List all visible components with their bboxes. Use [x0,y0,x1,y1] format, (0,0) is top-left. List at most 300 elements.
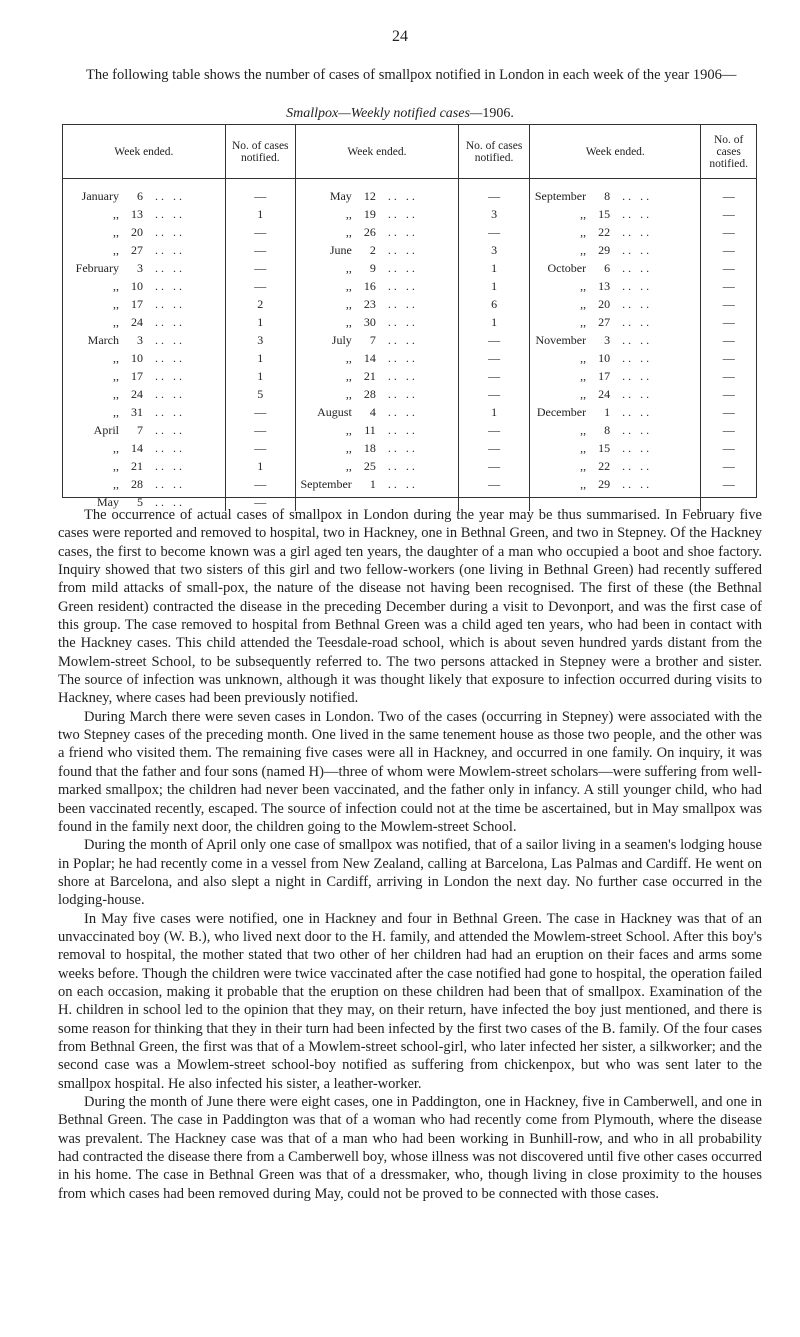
week-ended-cell [295,223,458,241]
leader-dots: .. .. [155,386,185,401]
week-ended-cell [530,205,701,223]
week-ended-cell [295,331,458,349]
week-day: 17 [131,368,143,383]
table-row [63,187,756,205]
body-text [58,506,762,1203]
week-day: 24 [131,386,143,401]
leader-dots: .. .. [155,458,185,473]
leader-dots: .. .. [387,278,418,293]
leader-dots: .. .. [622,242,653,257]
leader-dots: .. .. [622,332,653,347]
leader-dots: .. .. [622,368,653,383]
week-day: 29 [598,242,611,257]
cases-notified-cell: — [722,440,735,455]
week-date [63,351,225,366]
leader-dots: .. .. [155,494,185,509]
table-row [63,313,756,331]
week-month: ,, [345,296,352,311]
cases-notified-cell: — [722,350,735,365]
week-date [530,477,700,492]
week-date [296,189,458,204]
week-ended-cell [63,223,225,241]
week-month: ,, [113,224,119,239]
table-caption [0,106,800,122]
spacer-cell [530,179,701,188]
week-ended-cell [295,421,458,439]
week-month: ,, [345,260,352,275]
week-date [63,423,225,438]
week-date [296,423,458,438]
week-month: ,, [113,404,119,419]
cases-notified-cell: — [722,224,735,239]
caption-title: Smallpox—Weekly notified cases— [286,106,483,121]
week-ended-cell [530,295,701,313]
spacer-cell [225,179,295,188]
week-date [296,315,458,330]
week-day: 3 [604,332,611,347]
week-ended-cell [295,349,458,367]
week-month: ,, [345,458,352,473]
week-ended-cell [295,457,458,475]
week-ended-cell [63,367,225,385]
week-ended-cell [530,259,701,277]
week-month: ,, [345,440,352,455]
cases-notified-cell: — [459,385,530,403]
week-day: 24 [598,386,611,401]
cases-notified-cell: — [722,278,735,293]
week-date [296,225,458,240]
week-month: ,, [345,224,352,239]
leader-dots: .. .. [387,458,418,473]
week-day: 1 [604,404,611,419]
week-date [296,477,458,492]
page-number: 24 [392,28,408,45]
leader-dots: .. .. [155,440,185,455]
week-day: 1 [369,476,376,491]
week-day: 27 [131,242,143,257]
week-month: ,, [580,422,587,437]
leader-dots: .. .. [387,332,418,347]
week-date [530,207,700,222]
cases-notified-cell: — [459,367,530,385]
week-day: 22 [598,224,611,239]
week-date [63,477,225,492]
cases-notified-cell: — [722,206,735,221]
week-day: 21 [131,458,143,473]
week-day: 21 [363,368,376,383]
table-row [63,457,756,475]
cases-notified-cell: — [722,296,735,311]
week-date [63,225,225,240]
week-ended-cell [530,367,701,385]
cases-notified-cell: — [225,493,295,511]
week-month: ,, [580,368,587,383]
week-ended-cell [530,223,701,241]
week-date [296,387,458,402]
spacer-cell [295,179,458,188]
week-ended-cell [295,367,458,385]
leader-dots: .. .. [155,188,185,203]
week-month: June [329,242,352,257]
week-date [530,189,700,204]
leader-dots: .. .. [155,332,185,347]
week-day: 14 [363,350,376,365]
cases-notified-cell: 1 [225,349,295,367]
week-month: ,, [580,224,587,239]
week-day: 30 [363,314,376,329]
week-month: December [536,404,587,419]
leader-dots: .. .. [387,404,418,419]
week-month: February [75,260,119,275]
week-ended-cell [530,475,701,493]
week-date [530,423,700,438]
cases-notified-cell: — [225,475,295,493]
week-date [530,351,700,366]
week-date [530,387,700,402]
week-ended-cell [295,313,458,331]
week-month: ,, [580,458,587,473]
week-month: ,, [345,368,352,383]
week-day: 15 [598,206,611,221]
week-date [530,315,700,330]
week-day: 25 [363,458,376,473]
leader-dots: .. .. [622,188,653,203]
week-ended-cell [295,403,458,421]
week-day: 6 [604,260,611,275]
week-month: ,, [580,386,587,401]
leader-dots: .. .. [155,242,185,257]
weekly-cases-table [62,124,757,509]
cases-notified-cell: — [225,187,295,205]
cases-notified-cell: — [722,404,735,419]
week-day: 10 [131,278,143,293]
week-date [530,225,700,240]
table-row [63,367,756,385]
week-month: ,, [345,206,352,221]
week-date [63,297,225,312]
week-date [63,333,225,348]
week-ended-cell [530,439,701,457]
leader-dots: .. .. [622,422,653,437]
week-ended-cell [63,295,225,313]
week-day: 20 [598,296,611,311]
cases-notified-cell: — [722,386,735,401]
cases-notified-cell: 3 [459,241,530,259]
week-month: March [87,332,119,347]
table-row [63,277,756,295]
week-ended-cell [295,385,458,403]
leader-dots: .. .. [387,350,418,365]
week-date [296,243,458,258]
week-day: 13 [131,206,143,221]
cases-notified-cell: 6 [459,295,530,313]
week-date [530,279,700,294]
week-ended-cell [63,241,225,259]
week-date [530,333,700,348]
week-day: 22 [598,458,611,473]
leader-dots: .. .. [622,224,653,239]
cases-notified-cell: — [225,403,295,421]
week-day: 3 [137,332,143,347]
week-date [63,459,225,474]
week-ended-cell [63,349,225,367]
week-month: ,, [345,422,352,437]
week-date [530,441,700,456]
week-day: 7 [369,332,376,347]
week-date [296,369,458,384]
week-month: ,, [580,476,587,491]
week-day: 29 [598,476,611,491]
week-ended-cell [530,421,701,439]
week-month: ,, [345,350,352,365]
header-week-ended: Week ended. [530,125,701,179]
cases-notified-cell: — [225,439,295,457]
cases-notified-cell: 1 [459,313,530,331]
week-day: 13 [598,278,611,293]
week-day: 3 [137,260,143,275]
table-row [63,403,756,421]
week-ended-cell [530,349,701,367]
week-ended-cell [63,187,225,205]
table-row [63,385,756,403]
week-date [296,333,458,348]
week-day: 11 [364,422,376,437]
table-row [63,349,756,367]
week-day: 28 [363,386,376,401]
week-month: ,, [345,278,352,293]
leader-dots: .. .. [387,476,418,491]
cases-notified-cell: 3 [459,205,530,223]
week-month: ,, [113,350,119,365]
week-month: ,, [113,296,119,311]
leader-dots: .. .. [387,188,418,203]
week-day: 7 [137,422,143,437]
week-date [296,459,458,474]
week-day: 14 [131,440,143,455]
week-month: ,, [113,206,119,221]
table-body [63,179,756,512]
cases-notified-cell: 1 [225,313,295,331]
table-row [63,241,756,259]
cases-notified-cell: 2 [225,295,295,313]
week-month: July [331,332,352,347]
week-date [296,261,458,276]
leader-dots: .. .. [622,440,653,455]
week-day: 5 [137,494,143,509]
week-date [63,279,225,294]
cases-notified-cell: — [722,188,735,203]
week-day: 10 [131,350,143,365]
week-month: ,, [580,206,587,221]
cases-notified-cell: — [722,422,735,437]
leader-dots: .. .. [622,404,653,419]
week-date [296,297,458,312]
week-day: 31 [131,404,143,419]
week-day: 27 [598,314,611,329]
week-ended-cell [63,277,225,295]
week-month: January [81,188,119,203]
leader-dots: .. .. [387,242,418,257]
body-paragraph: In May five cases were notified, one in Hackney and four in Bethnal Green. The case in Hackney was that of an unvaccinated boy (W. B.), who lived next door to the H. family, and attended the Mowlem-street School. After this boy's removal to hospital, the mother stated that two other of her children had had an eruption on their faces and arms some weeks before. Though the children were twice vaccinated after the case notified had gone to hospital, the operation failed on each occasion, making it probable that the eruption on these children had been that of smallpox. Examination of the H. children in school led to the opinion that they may, on their return, have infected the boy just mentioned, and there is some reason for thinking that they in their turn had been infected by the first two cases of the B. family. Of the four cases from Bethnal Green, the first was that of a Mowlem-street school-girl, who later infected her sister, a silkworker; and the second case was a Mowlem-street school-boy notified as suffering from chickenpox, but who was sent later to the smallpox hospital. He also infected his sister, a leather-worker. [58,910,762,1092]
leader-dots: .. .. [155,296,185,311]
week-day: 10 [598,350,611,365]
week-month: ,, [113,368,119,383]
week-day: 8 [604,188,611,203]
week-ended-cell [63,475,225,493]
week-ended-cell [63,457,225,475]
cases-notified-cell: — [459,349,530,367]
week-ended-cell [63,403,225,421]
week-month: ,, [113,278,119,293]
leader-dots: .. .. [622,458,653,473]
week-day: 8 [604,422,611,437]
cases-notified-cell: — [722,332,735,347]
week-month: November [535,332,587,347]
leader-dots: .. .. [155,476,185,491]
leader-dots: .. .. [155,350,185,365]
leader-dots: .. .. [155,404,185,419]
week-date [530,369,700,384]
cases-notified-cell: 3 [225,331,295,349]
week-month: ,, [113,242,119,257]
week-day: 19 [363,206,376,221]
week-month: May [329,188,352,203]
week-date [296,279,458,294]
cases-notified-cell: 1 [459,259,530,277]
week-day: 9 [369,260,376,275]
cases-notified-cell: — [225,241,295,259]
leader-dots: .. .. [387,206,418,221]
week-date [530,261,700,276]
cases-notified-cell: — [722,314,735,329]
caption-year: 1906. [482,106,514,121]
week-ended-cell [63,259,225,277]
week-day: 17 [598,368,611,383]
leader-dots: .. .. [622,278,653,293]
week-day: 6 [137,188,143,203]
week-month: ,, [580,242,587,257]
week-ended-cell [63,313,225,331]
week-month: May [97,494,119,509]
week-date [63,405,225,420]
leader-dots: .. .. [155,278,185,293]
header-cases-notified: No. of cases notified. [701,125,756,179]
leader-dots: .. .. [155,206,185,221]
cases-notified-cell: — [459,439,530,457]
cases-notified-cell: — [722,368,735,383]
week-date [63,189,225,204]
leader-dots: .. .. [622,260,653,275]
week-date [530,405,700,420]
week-month: ,, [580,278,587,293]
table-row [63,259,756,277]
week-month: ,, [113,314,119,329]
week-date [296,351,458,366]
table-row [63,475,756,493]
intro-text: The following table shows the number of cases of smallpox notified in London in each week of the year 1906— [86,67,737,83]
leader-dots: .. .. [387,296,418,311]
cases-notified-cell: — [722,242,735,257]
leader-dots: .. .. [622,314,653,329]
cases-notified-cell: — [459,331,530,349]
cases-notified-cell: — [225,421,295,439]
week-month: ,, [580,296,587,311]
week-day: 16 [363,278,376,293]
table-row [63,223,756,241]
week-ended-cell [295,241,458,259]
week-ended-cell [63,331,225,349]
week-day: 23 [363,296,376,311]
week-ended-cell [530,241,701,259]
week-day: 28 [131,476,143,491]
week-date [296,441,458,456]
table-row [63,331,756,349]
cases-notified-cell: 1 [225,457,295,475]
week-date [63,243,225,258]
body-paragraph: During March there were seven cases in London. Two of the cases (occurring in Stepney) were associated with the two Stepney cases of the preceding month. One lived in the same tenement house as those two people, and the other was a friend who visited them. The remaining five cases were all in Hackney, and occurred in one family. On inquiry, it was found that the father and four sons (named H)—three of whom were Mowlem-street scholars—were suffering from well-marked smallpox; the children had never been vaccinated, and the father only in infancy. A still younger child, who had been vaccinated recently, escaped. The source of infection could not at the time be ascertained, but in May smallpox was found in the family next door, the children going to the Mowlem-street School. [58,708,762,835]
week-date [63,369,225,384]
week-ended-cell [295,295,458,313]
week-month: ,, [113,386,119,401]
table-header-row [63,125,756,179]
leader-dots: .. .. [387,224,418,239]
week-month: ,, [580,350,587,365]
week-day: 17 [131,296,143,311]
body-paragraph: During the month of June there were eight cases, one in Paddington, one in Hackney, five in Camberwell, and one in Bethnal Green. The case in Paddington was that of a woman who had recently come from Plymouth, where the disease was prevalent. The Hackney case was that of a man who had been working in Bunhill-row, and who in all probability had contracted the disease there from a Camberwell boy, whose illness was not discovered until five other cases occurred in his home. The case in Bethnal Green was that of a dressmaker, who, though living in close proximity to the houses from which cases had been removed during May, could not be proved to be connected with those cases. [58,1094,762,1202]
cases-notified-cell: — [225,277,295,295]
week-date [63,441,225,456]
cases-notified-cell: 1 [225,205,295,223]
week-day: 20 [131,224,143,239]
leader-dots: .. .. [155,368,185,383]
body-paragraph: During the month of April only one case of smallpox was notified, that of a sailor living in a seamen's lodging house in Poplar; he had recently come in a vessel from New Zealand, calling at Barcelona, Las Palmas and Cardiff. He went on shore at Barcelona, and also slept a night in Cardiff, arriving in London the next day. No further case occurred in the lodging-house. [58,837,762,909]
leader-dots: .. .. [155,422,185,437]
week-ended-cell [530,457,701,475]
week-month: August [317,404,352,419]
week-month: ,, [580,314,587,329]
week-ended-cell [295,439,458,457]
cases-notified-cell: 1 [459,277,530,295]
leader-dots: .. .. [387,386,418,401]
week-date [530,243,700,258]
table-row [63,421,756,439]
week-month: April [93,422,119,437]
body-paragraph: The occurrence of actual cases of smallpox in London during the year may be thus summarised. In February five cases were reported and removed to hospital, two in Hackney, one in Bethnal Green, and two in Stepney. Of the Hackney cases, the first to become known was a girl aged ten years, the daughter of a man who occupied a boot and shoe factory. Inquiry showed that two sisters of this girl and two fellow-workers (one living in Bethnal Green) had recently suffered from mild attacks of small-pox, the nature of the disease not having been recognised. The first of these (the Bethnal Green resident) contracted the disease in the preceding December during a visit to Devonport, and was the first case of this group. The case removed to hospital from Bethnal Green was a child aged ten years, who had been in contact with the Hackney cases. This child attended the Teesdale-road school, which is about seven hundred yards distant from the Mowlem-street School, to be subsequently referred to. The two persons attacked in Stepney were a brother and sister. The source of infection was unknown, although it was thought likely that exposure to infection occurred during visits to Hackney, where cases had been previously notified. [58,507,762,707]
week-date [63,387,225,402]
header-week-ended: Week ended. [63,125,225,179]
week-month: September [534,188,587,203]
week-ended-cell [530,385,701,403]
cases-notified-cell: — [459,475,530,493]
week-ended-cell [63,385,225,403]
table-row [63,295,756,313]
week-date [296,207,458,222]
cases-notified-cell: — [225,223,295,241]
week-month: October [547,260,587,275]
week-ended-cell [63,421,225,439]
week-date [296,405,458,420]
leader-dots: .. .. [387,368,418,383]
week-month: ,, [113,440,119,455]
spacer-cell [701,179,756,188]
week-day: 4 [369,404,376,419]
table-row [63,439,756,457]
header-cases-notified: No. of cases notified. [225,125,295,179]
cases-notified-cell: 1 [225,367,295,385]
cases-notified-cell: — [459,187,530,205]
week-ended-cell [530,403,701,421]
week-ended-cell [530,187,701,205]
